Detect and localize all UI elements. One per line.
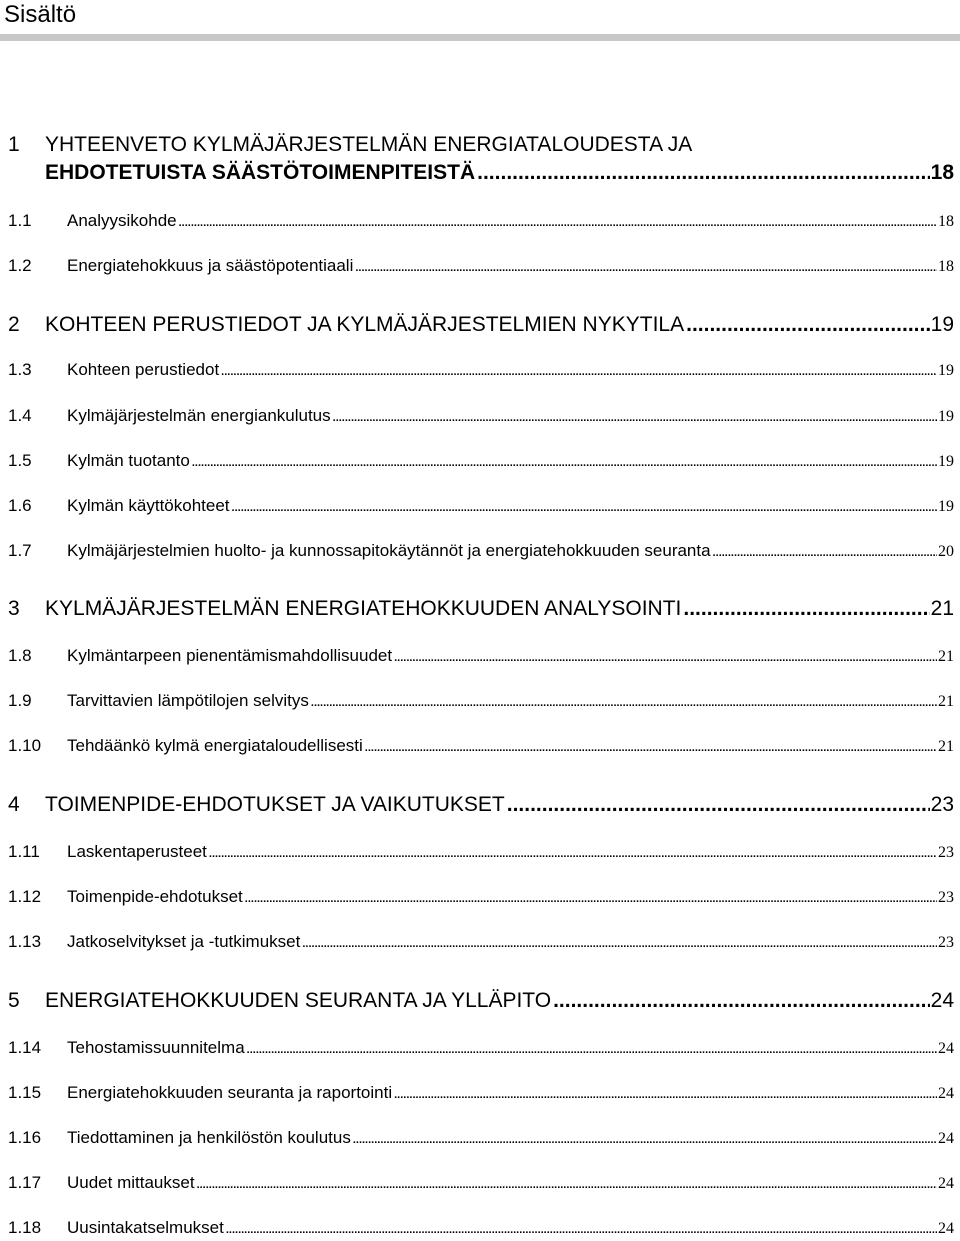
toc-page-number: 19 <box>938 453 954 470</box>
dot-leader <box>245 888 937 910</box>
dot-leader <box>197 1174 937 1196</box>
toc-page-number: 24 <box>938 1175 954 1192</box>
toc-page-number: 19 <box>938 498 954 515</box>
toc-number: 2 <box>8 313 20 336</box>
toc-page-number: 24 <box>938 1220 954 1237</box>
dot-leader <box>355 257 937 279</box>
toc-number: 1.18 <box>8 1218 42 1237</box>
toc-page-number: 18 <box>930 161 954 184</box>
toc-number: 3 <box>8 597 20 620</box>
toc-title: Toimenpide-ehdotukset <box>67 887 243 906</box>
toc-number: 1.13 <box>8 932 42 951</box>
toc-page-number: 23 <box>938 844 954 861</box>
toc-page-number: 19 <box>938 362 954 379</box>
toc-title: Jatkoselvitykset ja -tutkimukset <box>67 932 301 951</box>
toc-title: Energiatehokkuuden seuranta ja raportointi <box>67 1083 393 1102</box>
toc-number: 1.10 <box>8 736 42 755</box>
toc-number: 1.16 <box>8 1128 42 1147</box>
toc-page-number: 21 <box>938 648 954 665</box>
toc-number: 1.8 <box>8 646 32 665</box>
dot-leader <box>209 843 937 865</box>
dot-leader <box>713 542 937 564</box>
dot-leader <box>394 647 937 669</box>
page-title: Sisältö <box>4 1 77 28</box>
toc-title: Energiatehokkuus ja säästöpotentiaali <box>67 256 354 275</box>
toc-title: TOIMENPIDE-EHDOTUKSET JA VAIKUTUKSET <box>45 793 505 816</box>
toc-title: Laskentaperusteet <box>67 842 207 861</box>
toc-page-number: 19 <box>938 408 954 425</box>
toc-title: Kylmän käyttökohteet <box>67 496 230 515</box>
toc-title: Kohteen perustiedot <box>67 360 220 379</box>
toc-page-number: 24 <box>938 1040 954 1057</box>
toc-page-number: 24 <box>930 989 954 1012</box>
toc-title: Kylmäjärjestelmän energiankulutus <box>67 406 331 425</box>
dot-leader <box>507 792 930 818</box>
toc-number: 1.2 <box>8 256 32 275</box>
toc-page-number: 23 <box>930 793 954 816</box>
dot-leader <box>477 160 930 186</box>
dot-leader <box>311 692 937 714</box>
dot-leader <box>686 312 930 338</box>
dot-leader <box>353 1129 937 1151</box>
toc-number: 1.15 <box>8 1083 42 1102</box>
toc-page-number: 20 <box>938 543 954 560</box>
toc-number: 1.12 <box>8 887 42 906</box>
toc-number: 1.4 <box>8 406 32 425</box>
toc-page-number: 18 <box>938 258 954 275</box>
toc-title: KOHTEEN PERUSTIEDOT JA KYLMÄJÄRJESTELMIEN NYKYTILA <box>45 313 685 336</box>
toc-title-line-2-row <box>45 160 954 186</box>
dot-leader <box>226 1219 937 1241</box>
toc-page-number: 23 <box>938 934 954 951</box>
toc-number: 5 <box>8 989 20 1012</box>
toc-title-line-2: EHDOTETUISTA SÄÄSTÖTOIMENPITEISTÄ <box>45 161 476 184</box>
toc-page-number: 18 <box>938 213 954 230</box>
dot-leader <box>232 497 937 519</box>
toc-number: 1.1 <box>8 211 32 230</box>
dot-leader <box>302 933 937 955</box>
toc-number: 1.11 <box>8 842 40 861</box>
dot-leader <box>394 1084 937 1106</box>
dot-leader <box>221 361 937 383</box>
dot-leader <box>365 737 937 759</box>
toc-number: 1.9 <box>8 691 32 710</box>
toc-page-number: 24 <box>938 1130 954 1147</box>
toc-page-number: 24 <box>938 1085 954 1102</box>
toc-number: 1.3 <box>8 360 32 379</box>
toc-title: ENERGIATEHOKKUUDEN SEURANTA JA YLLÄPITO <box>45 989 552 1012</box>
toc-title: KYLMÄJÄRJESTELMÄN ENERGIATEHOKKUUDEN ANALYSOINTI <box>45 597 682 620</box>
toc-number: 1.17 <box>8 1173 42 1192</box>
toc-number: 1.6 <box>8 496 32 515</box>
toc-number: 1.7 <box>8 541 32 560</box>
toc-page-number: 21 <box>930 597 954 620</box>
toc-title: Tehostamissuunnitelma <box>67 1038 245 1057</box>
dot-leader <box>683 596 929 622</box>
toc-page-number: 23 <box>938 889 954 906</box>
toc-title: Tiedottaminen ja henkilöstön koulutus <box>67 1128 351 1147</box>
toc-page-number: 21 <box>938 738 954 755</box>
toc-title-line-1: YHTEENVETO KYLMÄJÄRJESTELMÄN ENERGIATALOUDESTA JA <box>45 133 693 156</box>
dot-leader <box>333 407 937 429</box>
dot-leader <box>179 212 937 234</box>
toc-title: Uudet mittaukset <box>67 1173 195 1192</box>
toc-number: 1.14 <box>8 1038 42 1057</box>
toc-number: 4 <box>8 793 20 816</box>
toc-title: Kylmäjärjestelmien huolto- ja kunnossapitokäytännöt ja energiatehokkuuden seuranta <box>67 541 711 560</box>
toc-number: 1.5 <box>8 451 32 470</box>
dot-leader <box>192 452 937 474</box>
toc-title: Tehdäänkö kylmä energiataloudellisesti <box>67 736 363 755</box>
toc-title: Kylmäntarpeen pienentämismahdollisuudet <box>67 646 393 665</box>
dot-leader <box>247 1039 937 1061</box>
toc-title: Kylmän tuotanto <box>67 451 190 470</box>
toc-number: 1 <box>8 133 20 156</box>
toc-page-number: 21 <box>938 693 954 710</box>
toc-page-number: 19 <box>930 313 954 336</box>
toc-title: Tarvittavien lämpötilojen selvitys <box>67 691 309 710</box>
toc-title: Analyysikohde <box>67 211 177 230</box>
toc-title: Uusintakatselmukset <box>67 1218 224 1237</box>
dot-leader <box>553 988 930 1014</box>
